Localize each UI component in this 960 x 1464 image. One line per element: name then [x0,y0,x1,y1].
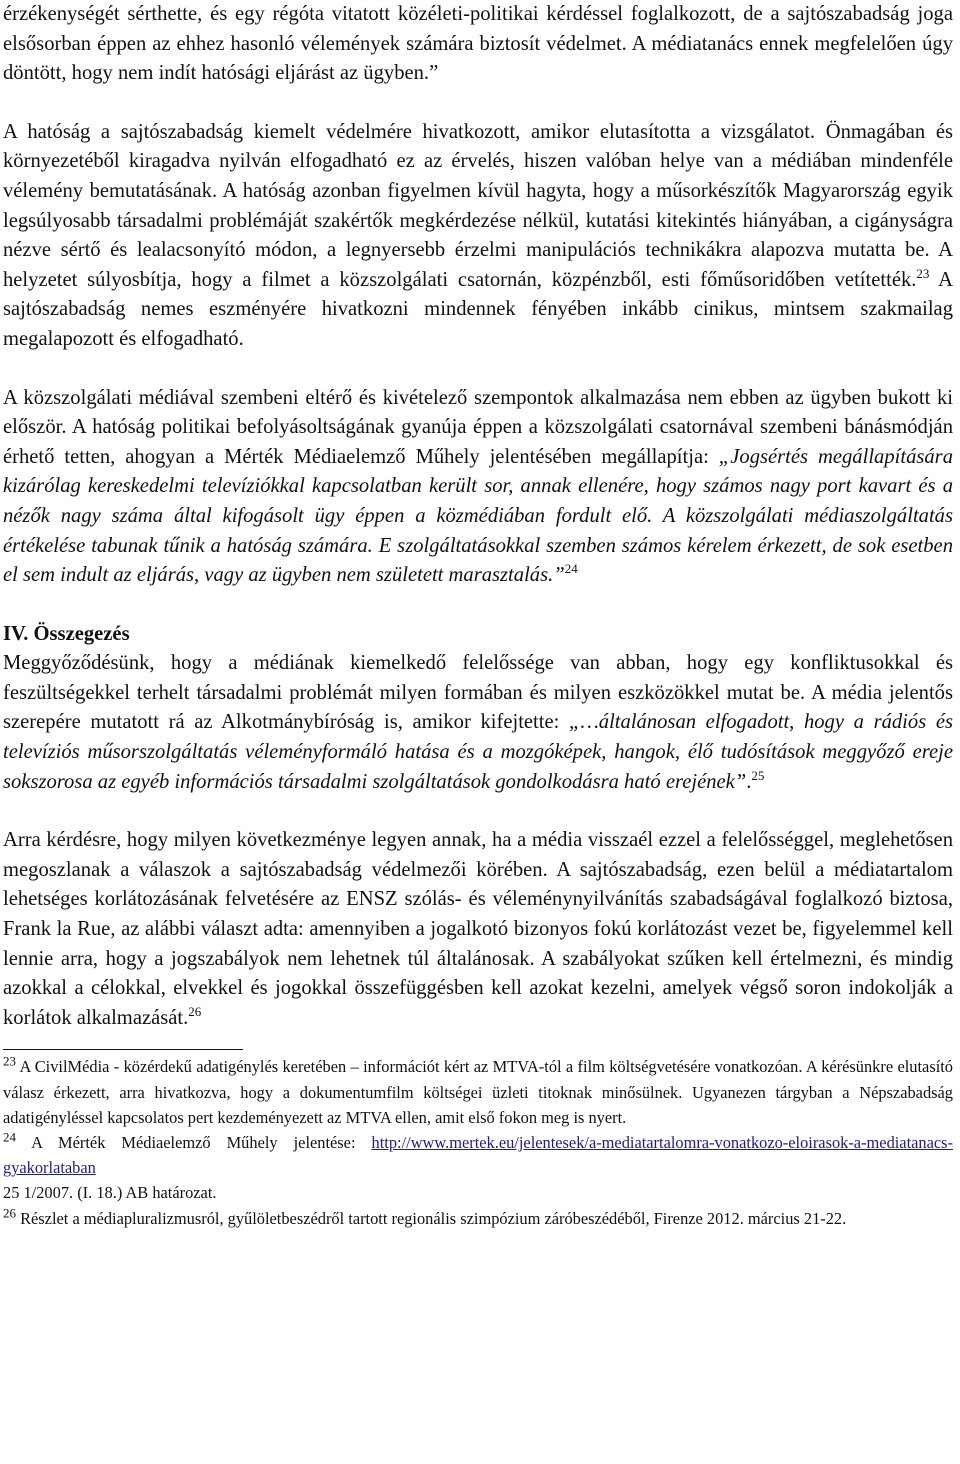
paragraph-text: Meggyőződésünk, hogy a médiának kiemelkedő felelőssége van abban, hogy egy konfliktusokkal és feszültségekkel terhelt társadalmi problémát milyen formában és milyen eszközökkel mutat be. A média jelentős szerepére mutatott rá az Alkotmánybíróság is, amikor kifejtette: [3,652,953,734]
footnote-ref-25[interactable]: 25 [751,767,765,783]
footnote-26 [3,1206,953,1231]
paragraph-public-media [3,384,953,591]
footnote-text: A Mérték Médiaelemző Műhely jelentése: [16,1133,372,1153]
paragraph-gap [3,89,953,118]
footnote-gap [3,1033,953,1047]
footnote-23 [3,1054,953,1130]
paragraph-gap [3,797,953,826]
footnote-text: A CivilMédia - közérdekű adatigénylés keretében – információt kért az MTVA-tól a film költségvetésére vonatkozóan. A kérésünkre elutasító válasz érkezett, arra hivatkozva, hogy a dokumentumfilm költségei üzleti titoknak minősülnek. Ugyanezen tárgyban a Népszabadság adatigényléssel kapcsolatos pert kezdeményezett az MTVA ellen, amit első fokon meg is nyert. [3,1057,953,1127]
paragraph-text: . [746,770,752,793]
paragraph-text: A közszolgálati médiával szembeni eltérő és kivételező szempontok alkalmazása nem ebben az ügyben bukott ki először. A hatóság politikai befolyásoltságának gyanúja éppen a közszolgálati csatornával szembeni bánásmódján érhető tetten, ahogyan a Mérték Médiaelemző Műhely jelentésében megállapítja: [3,386,953,468]
footnote-ref-26[interactable]: 26 [188,1003,202,1019]
footnote-ref-24[interactable]: 24 [564,561,578,577]
document-page [3,0,953,1231]
quote-mertek-report: „Jogsértés megállapítására kizárólag kereskedelmi televíziókkal kapcsolatban került sor, annak ellenére, hogy számos nagy port kavart és a nézők nagy száma által kifogásolt ügy éppen a közmédiában fordult elő. A közszolgálati médiaszolgáltatás értékelése tabunak tűnik a hatóság számára. E szolgáltatásokkal szemben számos kérelem érkezett, de sok esetben el sem indult az eljárás, vagy az ügyben nem született marasztalás.” [3,445,953,587]
quote-constitutional-court: „…általánosan elfogadott, hogy a rádiós és televíziós műsorszolgáltatás véleményformáló hatása és a mozgóképek, hangok, élő tudósítások meggyőző ereje sokszorosa az egyéb információs társadalmi szolgáltatások gondolkodásra ható erejének” [3,711,953,793]
paragraph-text: A sajtószabadság nemes eszményére hivatkozni mindennek fényében inkább cinikus, mintsem szakmailag megalapozott és elfogadható. [3,268,953,350]
footnote-ref-23[interactable]: 23 [916,265,930,281]
paragraph-authority-reasoning [3,118,953,355]
footnote-text: 25 1/2007. (I. 18.) AB határozat. [3,1183,217,1203]
paragraph-gap [3,591,953,620]
footnotes [3,1049,953,1230]
paragraph-consequences [3,826,953,1033]
paragraph-conviction [3,649,953,797]
footnote-number: 23 [3,1053,16,1069]
paragraph-gap [3,355,953,384]
footnote-25 [3,1180,953,1205]
mertek-report-link[interactable]: http://www.mertek.eu/jelentesek/a-mediatartalomra-vonatkozo-eloirasok-a-mediatanacs-gyakorlataban [3,1133,953,1178]
footnote-number: 26 [3,1205,16,1221]
footnote-separator [3,1049,243,1050]
section-heading: IV. Összegezés [3,622,130,645]
footnote-24 [3,1130,953,1180]
footnote-number: 24 [3,1129,16,1145]
paragraph-continuation: érzékenységét sérthette, és egy régóta vitatott közéleti-politikai kérdéssel foglalkozott, de a sajtószabadság joga elsősorban éppen az ehhez hasonló vélemények számára biztosít védelmet. A médiatanács ennek megfelelően úgy döntött, hogy nem indít hatósági eljárást az ügyben.” [3,3,953,85]
paragraph-text: Arra kérdésre, hogy milyen következménye legyen annak, ha a média visszaél ezzel a felelősséggel, meglehetősen megoszlanak a válaszok a sajtószabadság védelmezői körében. A sajtószabadság, ezen belül a médiatartalom lehetséges korlátozásának felvetésére az ENSZ szólás- és véleménynyilvánítás szabadságával foglalkozó biztosa, Frank la Rue, az alábbi választ adta: amennyiben a jogalkotó bizonyos fokú korlátozást vezet be, figyelemmel kell lennie arra, hogy a jogszabályok nem lehetnek túl általánosak. A szabályokat szűken kell értelmezni, és mindig azokkal a célokkal, elvekkel és jogokkal összefüggésben kell azokat kezelni, amelyek végső soron indokolják a korlátok alkalmazását. [3,829,953,1029]
footnote-text: Részlet a médiapluralizmusról, gyűlöletbeszédről tartott regionális szimpózium záróbeszédéből, Firenze 2012. március 21-22. [16,1208,847,1228]
paragraph-text: A hatóság a sajtószabadság kiemelt védelmére hivatkozott, amikor elutasította a vizsgálatot. Önmagában és környezetéből kiragadva nyilván elfogadható ez az érvelés, hiszen valóban helye van a médiában mindenféle vélemény bemutatásának. A hatóság azonban figyelmen kívül hagyta, hogy a műsorkészítők Magyarország egyik legsúlyosabb társadalmi problémáját szakértők megkérdezése nélkül, kutatási kitekintés hiányában, a cigányságra nézve sértő és lealacsonyító módon, a legnyersebb érzelmi manipulációs technikákra alapozva mutatta be. A helyzetet súlyosbítja, hogy a filmet a közszolgálati csatornán, közpénzből, esti főműsoridőben vetítették. [3,120,953,291]
